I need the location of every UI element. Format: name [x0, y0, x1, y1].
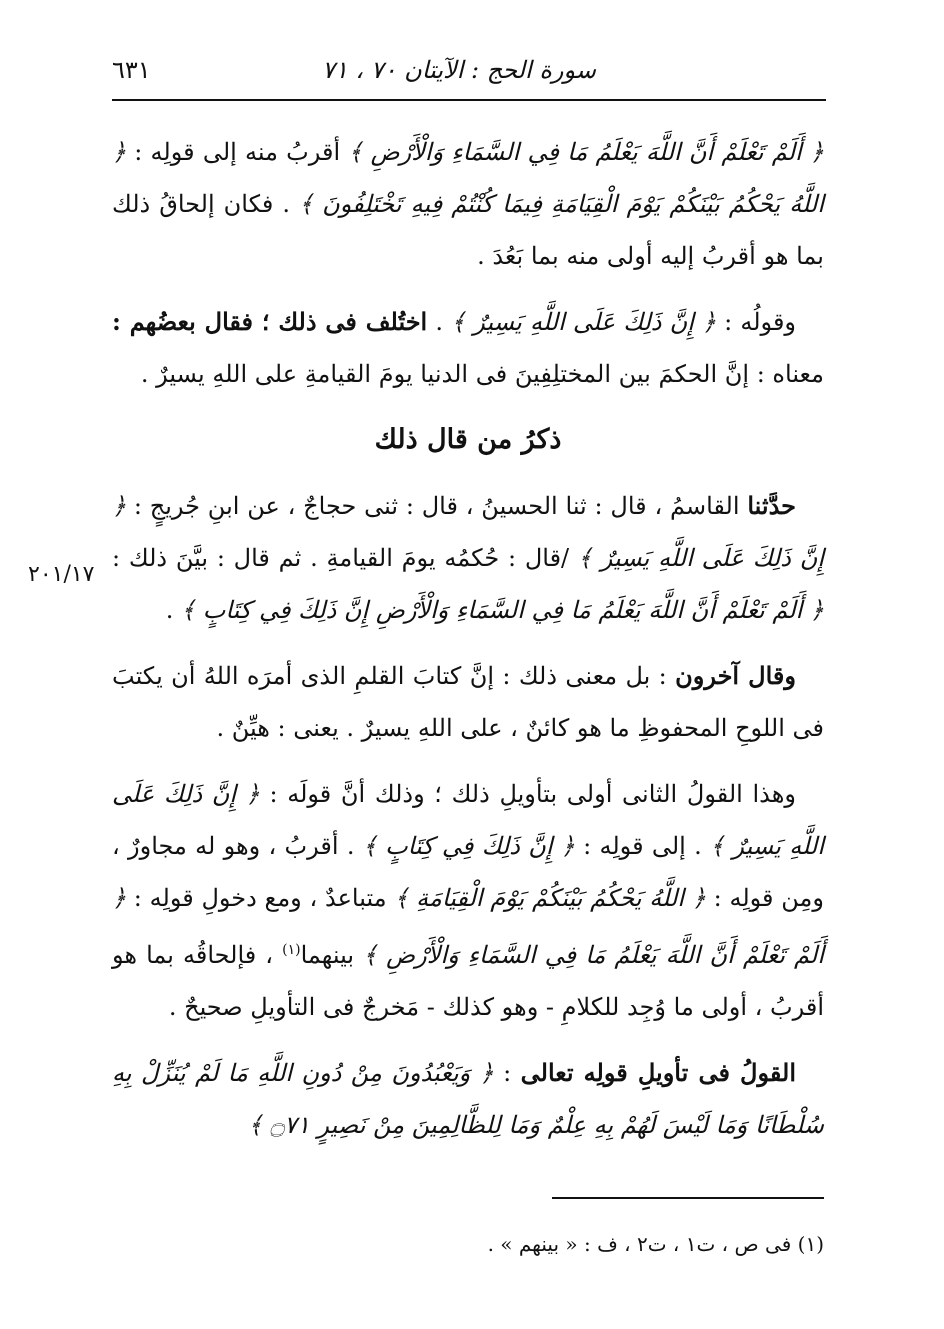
footnote-rule [552, 1197, 824, 1199]
text-run: وقولُه : [716, 308, 797, 336]
quran-quote: ﴿ اللَّهُ يَحْكُمُ بَيْنَكُمْ يَوْمَ الْقِيَامَةِ فِيمَا كُنْتُمْ فِيهِ تَخْتَلِفُونَ ﴾ [112, 138, 825, 218]
text-run: معناه : إنَّ الحكمَ بين المختلِفِينَ فى الدنيا يومَ القيامةِ على اللهِ يسيرٌ . [140, 360, 824, 388]
quran-quote: ﴿ أَلَمْ تَعْلَمْ أَنَّ اللَّهَ يَعْلَمُ مَا فِي السَّمَاءِ وَالْأَرْضِ ﴾ [348, 138, 824, 166]
main-text [112, 126, 824, 1165]
text-run: القاسمُ ، قال : ثنا الحسينُ ، قال : ثنى حجاجٌ ، عن ابنِ جُريجٍ : [126, 492, 748, 520]
quran-quote: ﴿ أَلَمْ تَعْلَمْ أَنَّ اللَّهَ يَعْلَمُ مَا فِي السَّمَاءِ وَالْأَرْضِ ﴾ [112, 884, 824, 969]
header-rule [112, 99, 826, 101]
text-run: /قال : حُكمُه يومَ القيامةِ . ثم قال : بيَّنَ ذلك : [112, 544, 578, 572]
bold-run: القولُ فى تأويلِ قولِه تعالى [520, 1058, 797, 1087]
bold-run: وقال آخرون [675, 661, 796, 690]
quran-quote: ﴿ اللَّهُ يَحْكُمُ بَيْنَكُمْ يَوْمَ الْقِيَامَةِ ﴾ [394, 884, 706, 912]
page-number: ٦٣١ [112, 56, 151, 84]
text-run: . إلى قولِه : [574, 832, 710, 860]
bold-run: اختُلف فى ذلك ؛ فقال بعضُهم : [112, 307, 428, 336]
quran-quote: ﴿ أَلَمْ تَعْلَمْ أَنَّ اللَّهَ يَعْلَمُ مَا فِي السَّمَاءِ وَالْأَرْضِ إِنَّ ذَلِكَ فِي كِتَابٍ ﴾ [181, 596, 824, 624]
text-run: ، فإلحاقُه بما هو أقربُ ، أولى ما وُجِد للكلامِ - وهو كذلك - مَخرجٌ فى التأويلِ صحيحٌ . [112, 941, 824, 1021]
paragraph-5 [112, 768, 824, 1033]
section-heading: ذكرُ من قال ذلك [374, 424, 562, 455]
text-run: : [493, 1059, 521, 1087]
footnote-marker[interactable]: (١) [282, 942, 301, 958]
text-run: أقربُ منه إلى قولِه : [126, 138, 349, 166]
text-run: . أقربُ ، وهو له مجاورٌ ، ومِن قولِه : [112, 832, 824, 912]
quran-quote: ﴿ إِنَّ ذَلِكَ فِي كِتَابٍ ﴾ [362, 832, 575, 860]
quran-quote: ﴿ إِنَّ ذَلِكَ عَلَى اللَّهِ يَسِيرٌ ﴾ [112, 780, 824, 860]
margin-reference: ٢٠١/١٧ [28, 562, 95, 587]
running-header [112, 52, 826, 96]
bold-run: حدَّثنا [747, 491, 796, 520]
quran-quote: ﴿ إِنَّ ذَلِكَ عَلَى اللَّهِ يَسِيرٌ ﴾ [112, 492, 824, 572]
paragraph-4 [112, 650, 824, 754]
text-run: . فكان إلحاقُ ذلك بما هو أقربُ إليه أولى منه بما بَعُدَ . [112, 190, 824, 270]
surah-title: سورة الحج : الآيتان ٧٠ ، ٧١ [321, 56, 596, 84]
text-run: وهذا القولُ الثانى أولى بتأويلِ ذلك ؛ وذلك أنَّ قولَه : [259, 780, 796, 808]
text-run: بينهما [300, 941, 364, 969]
text-run: . [165, 596, 182, 624]
paragraph-1 [112, 126, 824, 282]
text-run: . [427, 308, 452, 336]
paragraph-3 [112, 480, 824, 636]
footnote: (١) فى ص ، ت١ ، ت٢ ، ف : « بينهم » . [487, 1232, 824, 1256]
text-run: متباعدٌ ، ومع دخولِ قولِه : [126, 884, 395, 912]
text-run: : بل معنى ذلك : إنَّ كتابَ القلمِ الذى أمرَه اللهُ أن يكتبَ فى اللوحِ المحفوظِ ما هو كائنٌ ، على اللهِ يسيرٌ . يعنى : هيِّنٌ . [112, 662, 824, 742]
paragraph-6 [112, 1047, 824, 1151]
quran-quote: ﴿ إِنَّ ذَلِكَ عَلَى اللَّهِ يَسِيرٌ ﴾ [451, 308, 717, 336]
paragraph-2 [112, 296, 824, 400]
quran-quote: ﴿ وَيَعْبُدُونَ مِنْ دُونِ اللَّهِ مَا لَمْ يُنَزِّلْ بِهِ سُلْطَانًا وَمَا لَيْسَ لَهُمْ بِهِ عِلْمٌ وَمَا لِلظَّالِمِينَ مِنْ نَصِيرٍ ۝٧١ ﴾ [112, 1059, 824, 1139]
